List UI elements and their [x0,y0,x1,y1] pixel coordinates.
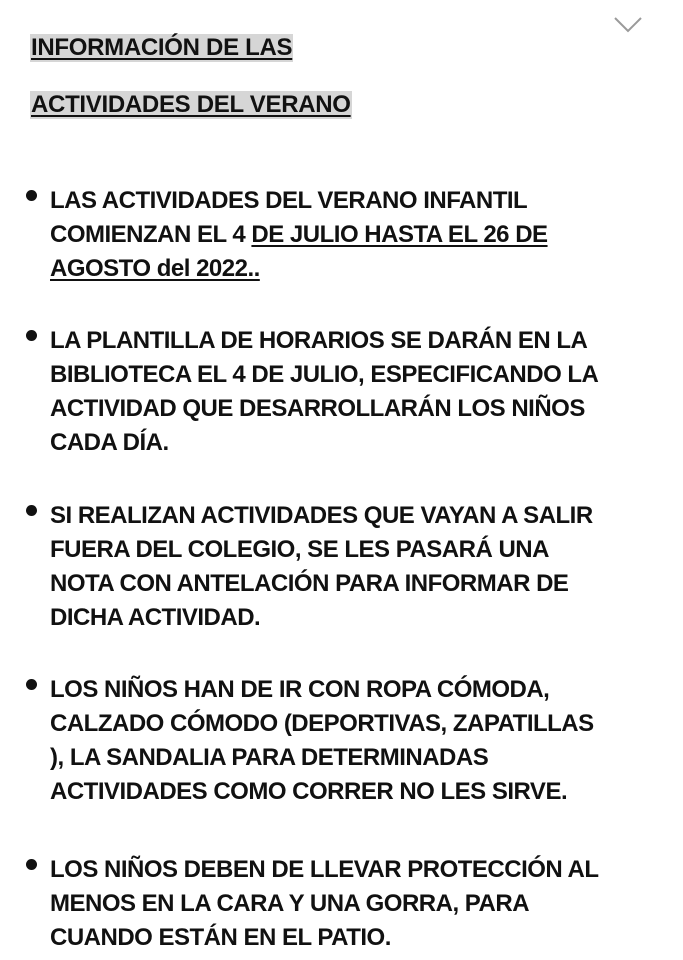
bullet-icon [26,190,37,201]
bullet-icon [26,505,37,516]
item-line [50,218,548,252]
item-line: LOS NIÑOS DEBEN DE LLEVAR PROTECCIÓN AL [50,856,599,883]
page-title-line-2: ACTIVIDADES DEL VERANO [31,91,351,118]
item-line: CALZADO CÓMODO (DEPORTIVAS, ZAPATILLAS [50,710,594,737]
item-text: COMIENZAN EL 4 [50,221,252,248]
item-line: MENOS EN LA CARA Y UNA GORRA, PARA [50,890,530,917]
bullet-icon [26,859,37,870]
chevron-down-icon[interactable] [612,14,644,36]
item-line: NOTA CON ANTELACIÓN PARA INFORMAR DE [50,570,569,597]
item-line: ACTIVIDAD QUE DESARROLLARÁN LOS NIÑOS [50,395,585,422]
underlined-date-text: AGOSTO del 2022.. [50,255,260,282]
item-line: SI REALIZAN ACTIVIDADES QUE VAYAN A SALIR [50,502,593,529]
underlined-date-text: DE JULIO HASTA EL 26 DE [251,221,548,248]
bullet-icon [26,679,37,690]
item-line: CUANDO ESTÁN EN EL PATIO. [50,924,391,951]
item-line: LA PLANTILLA DE HORARIOS SE DARÁN EN LA [50,327,588,354]
item-line: ACTIVIDADES COMO CORRER NO LES SIRVE. [50,778,568,805]
bullet-icon [26,330,37,341]
page-title-line-1: INFORMACIÓN DE LAS [31,34,293,61]
item-line: LOS NIÑOS HAN DE IR CON ROPA CÓMODA, [50,676,550,703]
item-line: LAS ACTIVIDADES DEL VERANO INFANTIL [50,187,528,214]
item-line: FUERA DEL COLEGIO, SE LES PASARÁ UNA [50,536,549,563]
item-line: ), LA SANDALIA PARA DETERMINADAS [50,744,489,771]
item-line: DICHA ACTIVIDAD. [50,604,261,631]
item-line: CADA DÍA. [50,429,169,456]
item-line: BIBLIOTECA EL 4 DE JULIO, ESPECIFICANDO LA [50,361,599,388]
